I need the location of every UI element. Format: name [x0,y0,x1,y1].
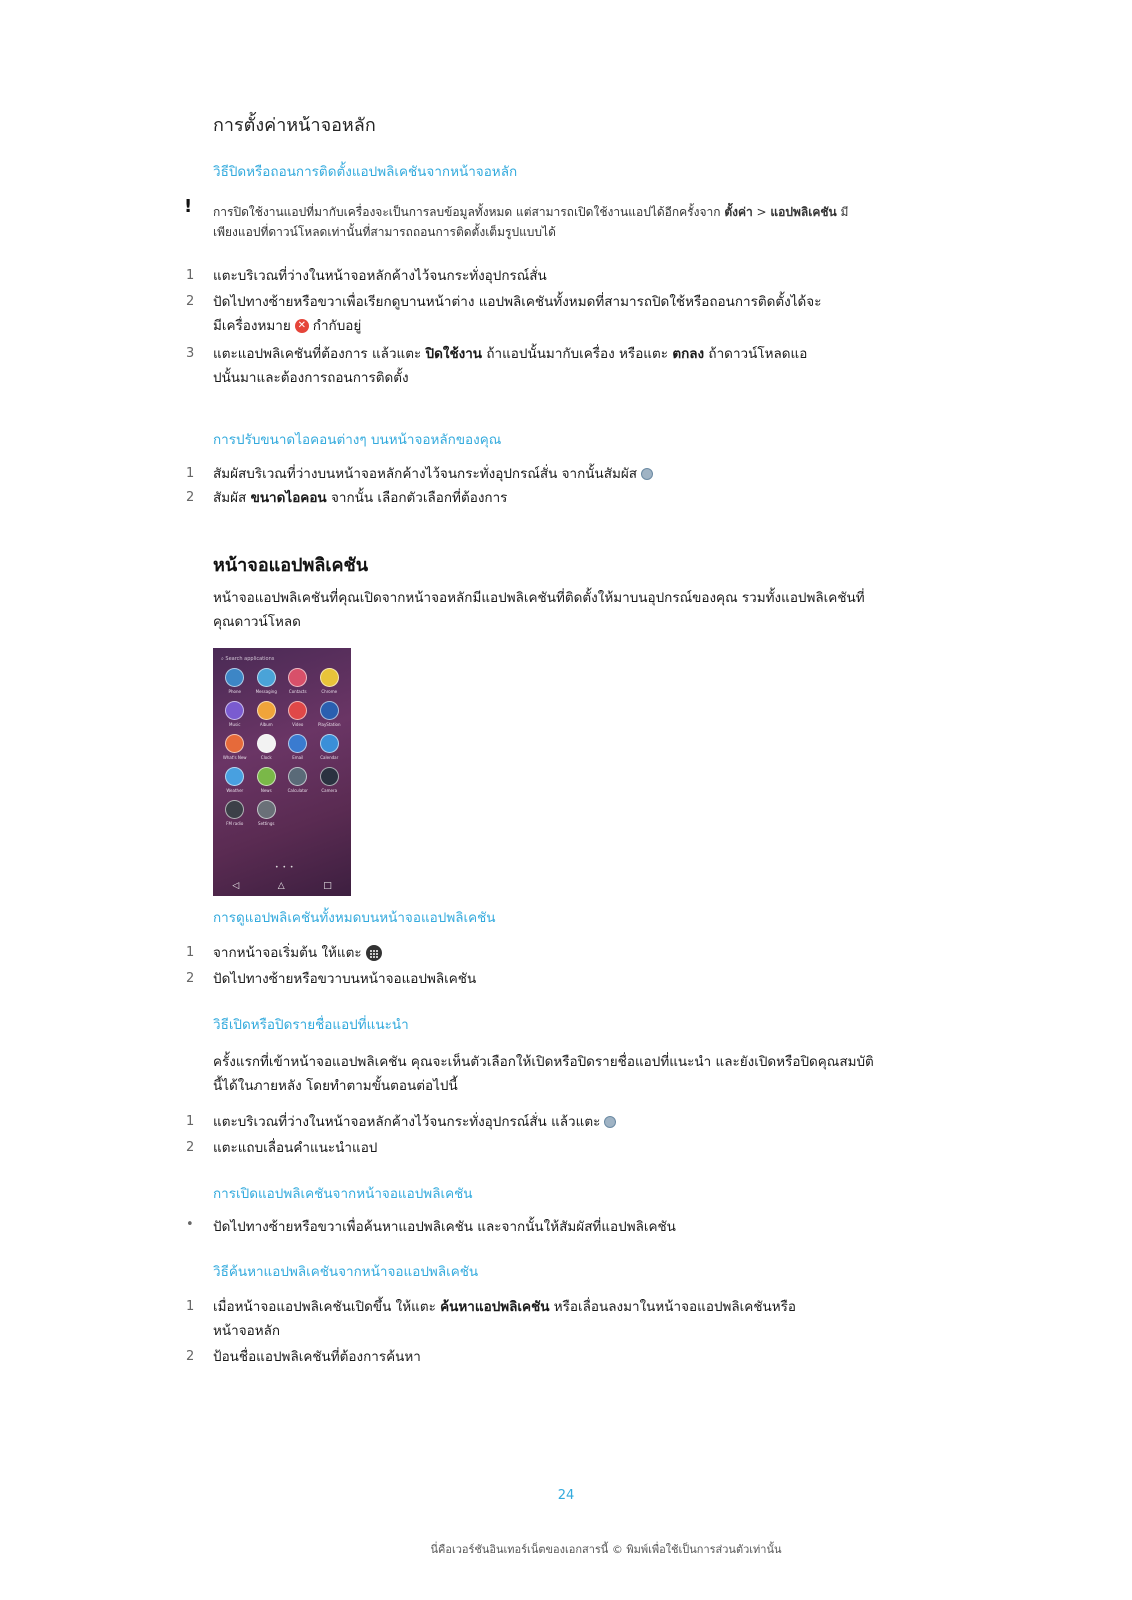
step-text [213,1110,933,1134]
app-icon [288,701,307,720]
step-text: ปัดไปทางซ้ายหรือขวาบนหน้าจอแอปพลิเคชัน [213,971,477,987]
remove-badge-icon: ✕ [295,319,309,333]
note-settings-bold: ตั้งค่า [724,205,753,219]
ok-bold: ตกลง [672,346,705,362]
nav-bar [213,876,351,896]
app-icon [288,668,307,687]
search-placeholder: Search applications [225,656,275,662]
app-label: Calculator [287,788,308,793]
app-icon [288,734,307,753]
app-icon [320,701,339,720]
step-number: 2 [186,490,195,505]
settings-gear-icon [604,1116,616,1128]
note-apps-bold: แอปพลิเคชัน [770,205,837,219]
app-label: Email [292,755,304,760]
step-number: 1 [186,466,195,481]
step-text: ป้อนชื่อแอปพลิเคชันที่ต้องการค้นหา [213,1349,421,1365]
app-label: Phone [228,689,241,694]
bullet: • [186,1217,194,1232]
app-tile [219,701,251,728]
step-text-part: หรือเลื่อนลงมาในหน้าจอแอปพลิเคชันหรือ [549,1299,796,1315]
note-text: การปิดใช้งานแอปที่มากับเครื่องจะเป็นการลบข้อมูลทั้งหมด แต่สามารถเปิดใช้งานแอปได้อีกครั้งจาก [213,205,725,219]
step-text-part: ถ้าดาวน์โหลดแอ [704,346,808,362]
paragraph-line2: นี้ได้ในภายหลัง โดยทำตามขั้นตอนต่อไปนี้ [213,1078,458,1094]
app-tile [251,767,283,794]
app-icon [320,734,339,753]
step-text-line2-end: กำกับอยู่ [312,318,362,334]
step-text: แตะบริเวณที่ว่างในหน้าจอหลักค้างไว้จนกระทั่งอุปกรณ์สั่น [213,268,547,284]
step-text [213,290,933,338]
app-tile [219,734,251,761]
recent-apps-icon: □ [323,881,332,891]
back-icon: ◁ [232,881,240,891]
paragraph-line1: ครั้งแรกที่เข้าหน้าจอแอปพลิเคชัน คุณจะเห็นตัวเลือกให้เปิดหรือปิดรายชื่อแอปที่แนะนำ และยังเปิดหรือปิดคุณสมบัติ [213,1054,874,1070]
note-text-end: มี [836,205,849,219]
app-icon [257,767,276,786]
app-tile [251,668,283,695]
app-icon [225,767,244,786]
step-text [213,342,933,390]
search-bar [217,653,351,665]
search-icon: ⌕ [221,656,226,662]
warning-icon: ! [184,196,193,217]
main-title: หน้าจอแอปพลิเคชัน [213,555,369,576]
step-text-line2: หน้าจอหลัก [213,1323,281,1339]
subheading-icon-size: การปรับขนาดไอคอนต่างๆ บนหน้าจอหลักของคุณ [213,432,502,448]
step-number: 2 [186,1349,195,1364]
footer-note: นี่คือเวอร์ชันอินเทอร์เน็ตของเอกสารนี้ © พิมพ์เพื่อใช้เป็นการส่วนตัวเท่านั้น [430,1543,782,1556]
app-label: Camera [321,788,338,793]
app-tile [282,701,314,728]
step-number: 1 [186,268,195,283]
app-label: Album [259,722,273,727]
app-tile [314,734,346,761]
step-text-line2: ปนั้นมาและต้องการถอนการติดตั้ง [213,370,409,386]
app-tile [251,800,283,827]
app-tile [219,668,251,695]
app-tile [219,800,251,827]
warning-note [213,202,933,242]
note-separator: > [752,205,771,219]
app-label: PlayStation [317,722,341,727]
app-tile [314,668,346,695]
app-grid [219,668,345,827]
step-text-line1: ปัดไปทางซ้ายหรือขวาเพื่อเรียกดูบานหน้าต่าง แอปพลิเคชันทั้งหมดที่สามารถปิดใช้หรือถอนการติดตั้งได้จะ [213,294,822,310]
intro-line2: คุณดาวน์โหลด [213,614,301,630]
step-number: 1 [186,945,195,960]
step-text-part: ถ้าแอปนั้นมากับเครื่อง หรือแตะ [482,346,673,362]
step-number: 2 [186,294,195,309]
step-text-part: จากหน้าจอเริ่มต้น ให้แตะ [213,945,362,961]
app-icon [257,668,276,687]
page-indicator: • • • [275,864,295,871]
app-tile [314,767,346,794]
app-tile [282,668,314,695]
search-apps-bold: ค้นหาแอปพลิเคชัน [440,1299,550,1315]
subheading-suggested-apps: วิธีเปิดหรือปิดรายชื่อแอปที่แนะนำ [213,1017,409,1033]
app-label: Weather [226,788,244,793]
step-text-part: สัมผัสบริเวณที่ว่างบนหน้าจอหลักค้างไว้จนกระทั่งอุปกรณ์สั่น จากนั้นสัมผัส [213,466,638,482]
app-icon [288,767,307,786]
note-text-line2: เพียงแอปที่ดาวน์โหลดเท่านั้นที่สามารถถอนการติดตั้งเต็มรูปแบบได้ [213,225,556,239]
step-text-part: เมื่อหน้าจอแอปพลิเคชันเปิดขึ้น ให้แตะ [213,1299,441,1315]
app-label: FM radio [226,821,244,826]
app-tile [251,734,283,761]
app-icon [257,701,276,720]
subheading-open-app: การเปิดแอปพลิเคชันจากหน้าจอแอปพลิเคชัน [213,1186,473,1202]
app-label: Chrome [321,689,338,694]
step-text: แตะแถบเลื่อนคำแนะนำแอป [213,1140,378,1156]
intro-line1: หน้าจอแอปพลิเคชันที่คุณเปิดจากหน้าจอหลักมีแอปพลิเคชันที่ติดตั้งให้มาบนอุปกรณ์ของคุณ รวมทั้งแอปพลิเคชันที่ [213,590,865,606]
step-text: ปัดไปทางซ้ายหรือขวาเพื่อค้นหาแอปพลิเคชัน และจากนั้นให้สัมผัสที่แอปพลิเคชัน [213,1219,676,1235]
app-icon [257,734,276,753]
step-number: 2 [186,1140,195,1155]
suggested-apps-paragraph [213,1050,943,1098]
section-title: การตั้งค่าหน้าจอหลัก [213,115,376,136]
app-label: Music [229,722,241,727]
step-number: 1 [186,1299,195,1314]
step-text-part: สัมผัส [213,490,251,506]
app-icon [225,800,244,819]
app-icon [225,734,244,753]
app-label: Clock [260,755,272,760]
subheading-search-app: วิธีค้นหาแอปพลิเคชันจากหน้าจอแอปพลิเคชัน [213,1264,479,1280]
step-number: 3 [186,346,195,361]
app-tile [251,701,283,728]
app-tile [314,701,346,728]
app-label: What's New [222,755,247,760]
app-tile [282,767,314,794]
step-text [213,941,933,965]
step-number: 2 [186,971,195,986]
subheading-disable-uninstall: วิธีปิดหรือถอนการติดตั้งแอปพลิเคชันจากหน้าจอหลัก [213,164,518,180]
step-text-part: จากนั้น เลือกตัวเลือกที่ต้องการ [326,490,508,506]
page-number: 24 [557,1488,575,1503]
app-icon [225,701,244,720]
app-screen-screenshot [213,648,351,896]
app-icon [320,668,339,687]
app-drawer-icon [366,945,382,961]
step-text [213,462,933,486]
icon-size-bold: ขนาดไอคอน [250,490,327,506]
settings-gear-icon [641,468,653,480]
app-label: Contacts [288,689,307,694]
app-icon [257,800,276,819]
subheading-view-all-apps: การดูแอปพลิเคชันทั้งหมดบนหน้าจอแอปพลิเคชัน [213,910,496,926]
step-number: 1 [186,1114,195,1129]
app-label: Video [292,722,304,727]
app-label: Settings [258,821,275,826]
step-text-line2: มีเครื่องหมาย [213,318,291,334]
app-label: News [260,788,272,793]
home-icon: △ [277,881,285,891]
intro-paragraph [213,586,943,634]
step-text [213,1295,933,1343]
disable-bold: ปิดใช้งาน [425,346,483,362]
step-text [213,486,933,510]
app-label: Messaging [255,689,277,694]
app-tile [219,767,251,794]
step-text-part: แตะบริเวณที่ว่างในหน้าจอหลักค้างไว้จนกระทั่งอุปกรณ์สั่น แล้วแตะ [213,1114,601,1130]
app-icon [225,668,244,687]
step-text-part: แตะแอปพลิเคชันที่ต้องการ แล้วแตะ [213,346,426,362]
app-icon [320,767,339,786]
app-tile [282,734,314,761]
app-label: Calendar [320,755,339,760]
